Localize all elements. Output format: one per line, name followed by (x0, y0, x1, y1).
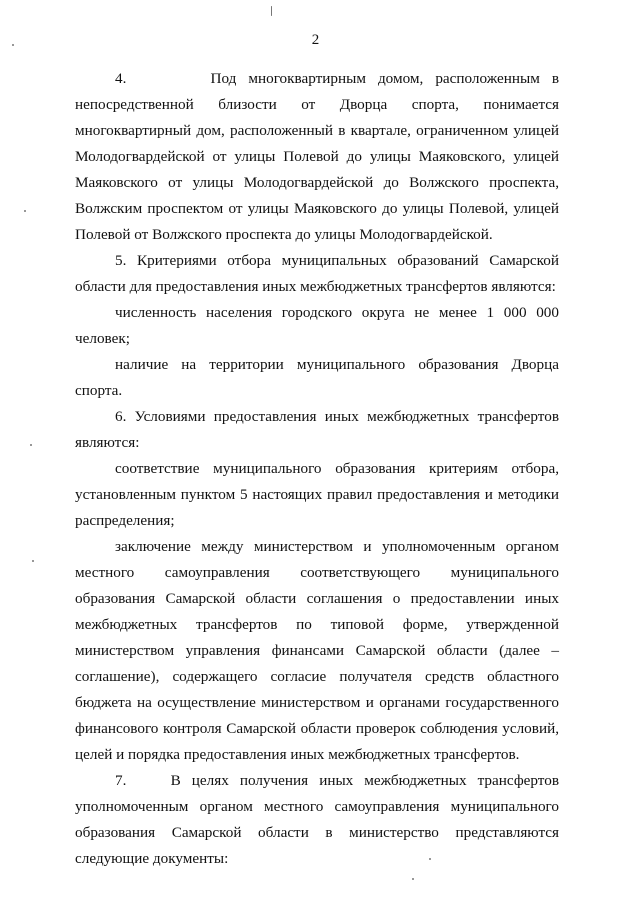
scan-speck (30, 444, 32, 446)
scan-speck (12, 44, 14, 46)
paragraph-4: 4. Под многоквартирным домом, расположенным в непосредственной близости от Дворца спорта, понимается многоквартирный дом, расположенный в квартале, ограниченном улицей Молодогвардейской от улицы Полевой до улицы Маяковского, улицей Маяковского от улицы Молодогвардейской до Волжского проспекта, Волжским проспектом от улицы Маяковского до улицы Полевой, улицей Полевой от Волжского проспекта до улицы Молодогвардейской. (75, 70, 559, 243)
scan-speck (271, 6, 272, 16)
paragraph-7: 7. В целях получения иных межбюджетных трансфертов уполномоченным органом местного самоуправления муниципального образования Самарской области в министерство представляются следующие документы: (75, 772, 559, 867)
paragraph-6-item-agreement: заключение между министерством и уполномоченным органом местного самоуправления соответствующего муниципального образования Самарской области соглашения о предоставлении иных межбюджетных трансфертов по типовой форме, утвержденной министерством управления финансами Самарской области (далее – соглашение), содержащего согласие получателя средств областного бюджета на осуществление министерством и органами государственного финансового контроля Самарской области проверок соблюдения условий, целей и порядка предоставления иных межбюджетных трансфертов. (75, 538, 559, 763)
scan-speck (412, 878, 414, 880)
document-body (75, 66, 559, 872)
paragraph-6-item-criteria: соответствие муниципального образования критериям отбора, установленным пунктом 5 настоящих правил предоставления и методики распределения; (75, 460, 559, 529)
paragraph-6: 6. Условиями предоставления иных межбюджетных трансфертов являются: (75, 408, 559, 451)
paragraph-5-item-sports-palace: наличие на территории муниципального образования Дворца спорта. (75, 356, 559, 399)
paragraph-5-item-population: численность населения городского округа не менее 1 000 000 человек; (75, 304, 559, 347)
paragraph-5: 5. Критериями отбора муниципальных образований Самарской области для предоставления иных межбюджетных трансфертов являются: (75, 252, 559, 295)
scan-speck (24, 210, 26, 212)
page-number: 2 (311, 32, 320, 48)
scan-speck (429, 858, 431, 860)
scan-speck (32, 560, 34, 562)
